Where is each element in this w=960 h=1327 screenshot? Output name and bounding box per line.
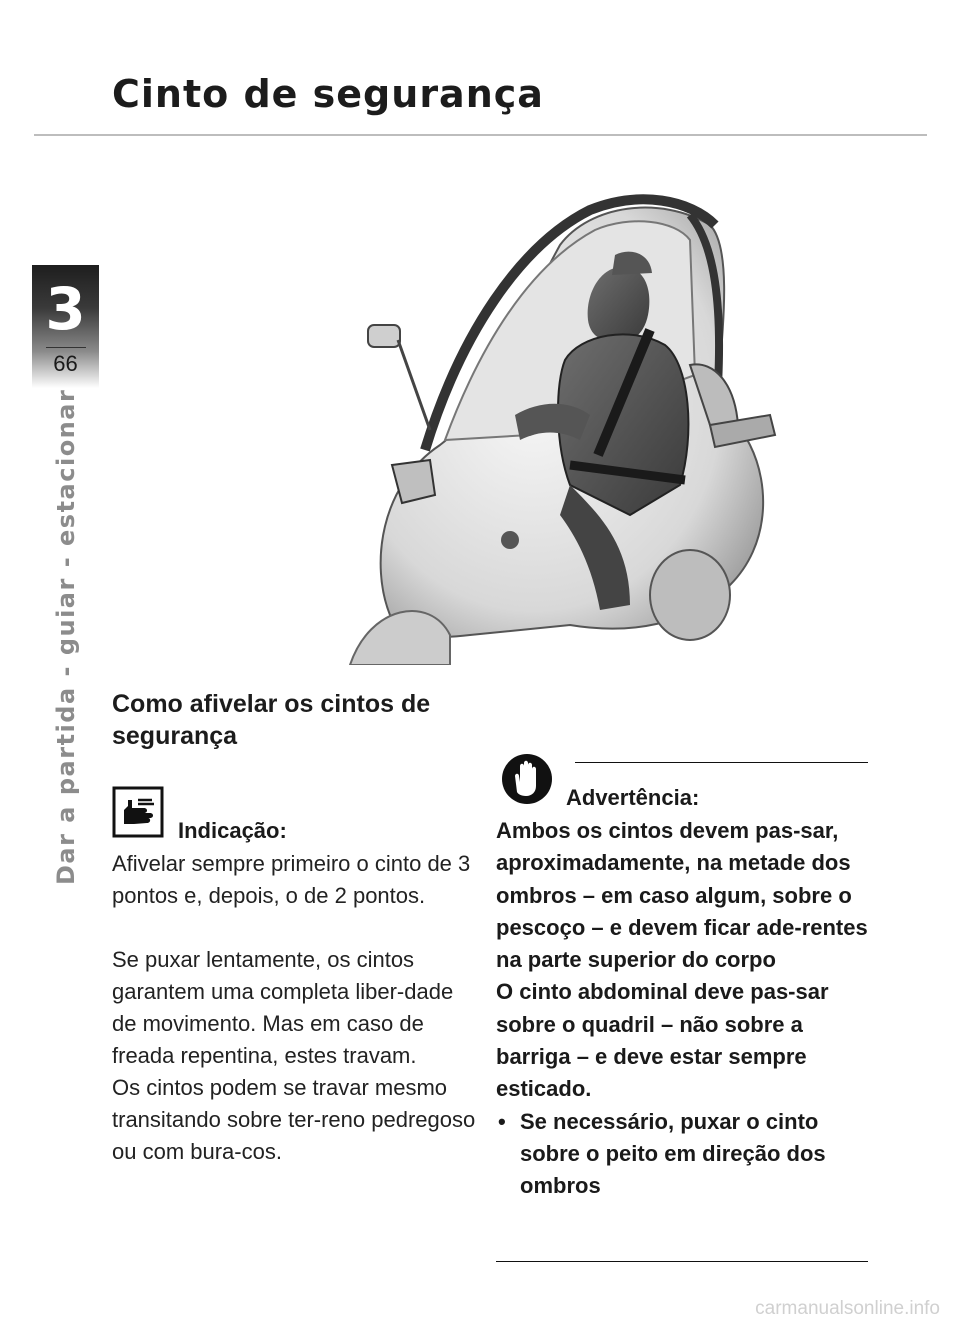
warning-bullet-text: Se necessário, puxar o cinto sobre o peito em direção dos ombros [520, 1108, 826, 1199]
warning-paragraph: Ambos os cintos devem pas-sar, aproximadamente, na metade dos ombros – em caso algum, sobre o pescoço – e devem ficar ade-rentes na parte superior do corpo [496, 818, 868, 973]
note-paragraph: Se puxar lentamente, os cintos garantem uma completa liber-dade de movimento. Mas em caso de freada repentina, estes travam. [112, 947, 454, 1068]
warning-bottom-rule [496, 1261, 868, 1262]
page-title: Cinto de segurança [112, 72, 544, 116]
note-body [112, 848, 482, 1168]
warning-top-rule [575, 762, 868, 763]
header-divider [34, 134, 927, 136]
chapter-tab [32, 265, 99, 388]
note-label: Indicação: [178, 818, 287, 843]
watermark: carmanualsonline.info [755, 1298, 940, 1319]
warning-label: Advertência: [566, 785, 700, 810]
scooter-illustration [330, 185, 800, 665]
warning-body [496, 815, 870, 1203]
stop-hand-icon [500, 752, 554, 806]
bullet-marker: • [498, 1108, 506, 1134]
note-hand-icon [112, 786, 164, 838]
chapter-side-label: Dar a partida - guiar - estacionar [52, 388, 80, 885]
chapter-number: 3 [45, 275, 86, 343]
note-paragraph: Os cintos podem se travar mesmo transitando sobre ter-reno pedregoso ou com bura-cos. [112, 1075, 476, 1164]
page-number: 66 [53, 351, 78, 376]
warning-bullet-item [496, 1106, 870, 1203]
warning-paragraph: O cinto abdominal deve pas-sar sobre o quadril – não sobre a barriga – e deve estar sempre esticado. [496, 979, 829, 1102]
note-paragraph: Afivelar sempre primeiro o cinto de 3 pontos e, depois, o de 2 pontos. [112, 851, 471, 908]
section-heading: Como afivelar os cintos de segurança [112, 690, 431, 750]
chapter-divider [46, 347, 86, 348]
